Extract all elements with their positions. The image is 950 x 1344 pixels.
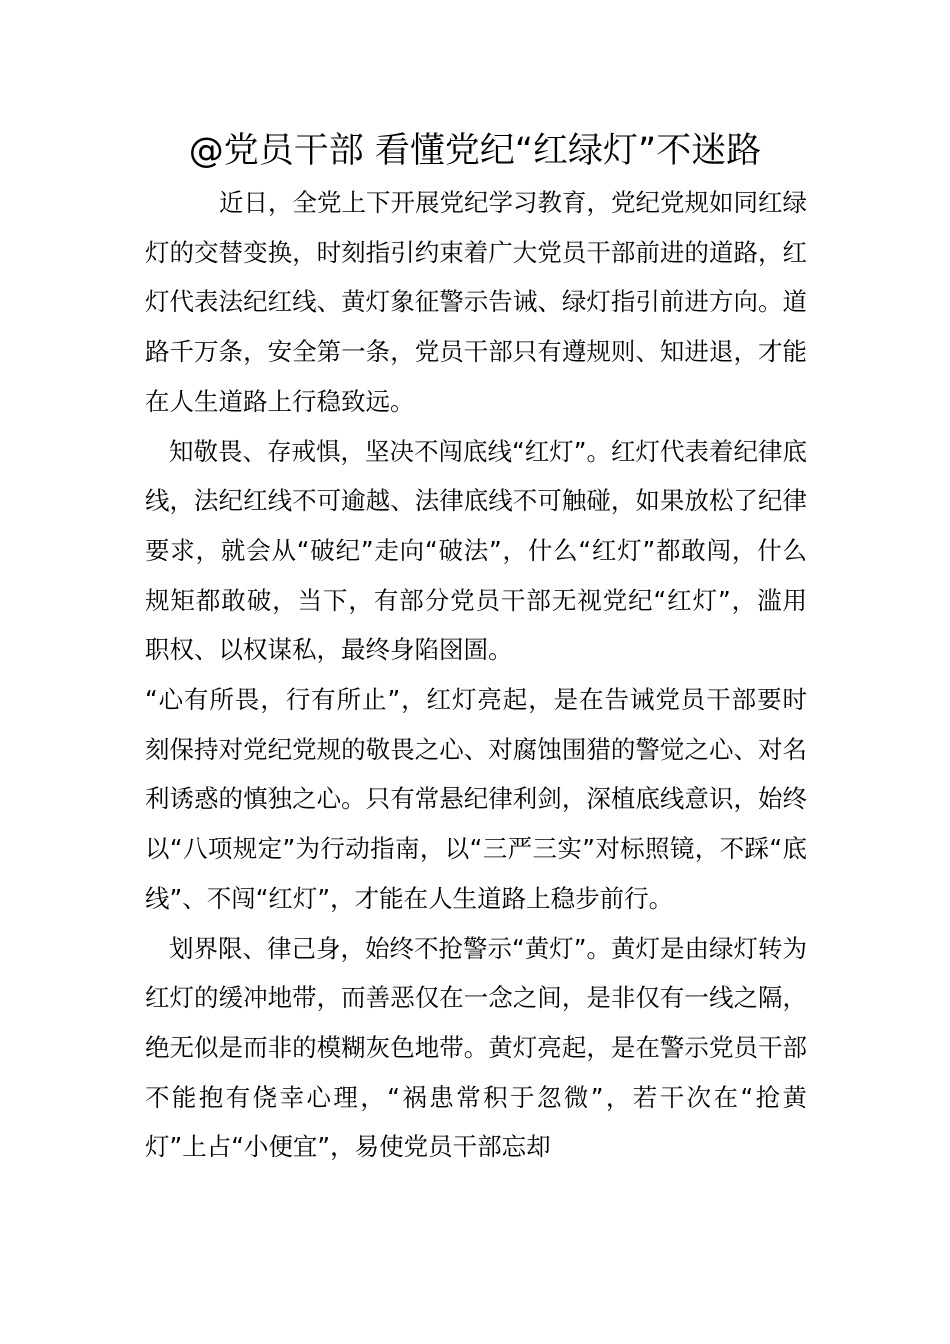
paragraph-yellow-light: 划界限、律己身，始终不抢警示“黄灯”。黄灯是由绿灯转为红灯的缓冲地带，而善恶仅在一念之间，是非仅有一线之隔，绝无似是而非的模糊灰色地带。黄灯亮起，是在警示党员干部不能抱有侥幸心理，“祸患常积于忽微”，若干次在“抢黄灯”上占“小便宜”，易使党员干部忘却 [145,933,807,1162]
paragraph-red-light-continued: “心有所畏，行有所止”，红灯亮起，是在告诫党员干部要时刻保持对党纪党规的敬畏之心、对腐蚀围猎的警觉之心、对名利诱惑的慎独之心。只有常悬纪律利剑，深植底线意识，始终以“八项规定”为行动指南，以“三严三实”对标照镜，不踩“底线”、不闯“红灯”，才能在人生道路上稳步前行。 [145,685,807,913]
paragraph-intro: 近日，全党上下开展党纪学习教育，党纪党规如同红绿灯的交替变换，时刻指引约束着广大党员干部前进的道路，红灯代表法纪红线、黄灯象征警示告诫、绿灯指引前进方向。道路千万条，安全第一条，党员干部只有遵规则、知进退，才能在人生道路上行稳致远。 [145,188,807,416]
document-title: @党员干部 看懂党纪“红绿灯”不迷路 [188,131,762,171]
paragraph-red-light: 知敬畏、存戒惧，坚决不闯底线“红灯”。红灯代表着纪律底线，法纪红线不可逾越、法律底线不可触碰，如果放松了纪律要求，就会从“破纪”走向“破法”，什么“红灯”都敢闯，什么规矩都敢破，当下，有部分党员干部无视党纪“红灯”，滥用职权、以权谋私，最终身陷囹圄。 [145,436,807,665]
document-body [145,178,807,1172]
